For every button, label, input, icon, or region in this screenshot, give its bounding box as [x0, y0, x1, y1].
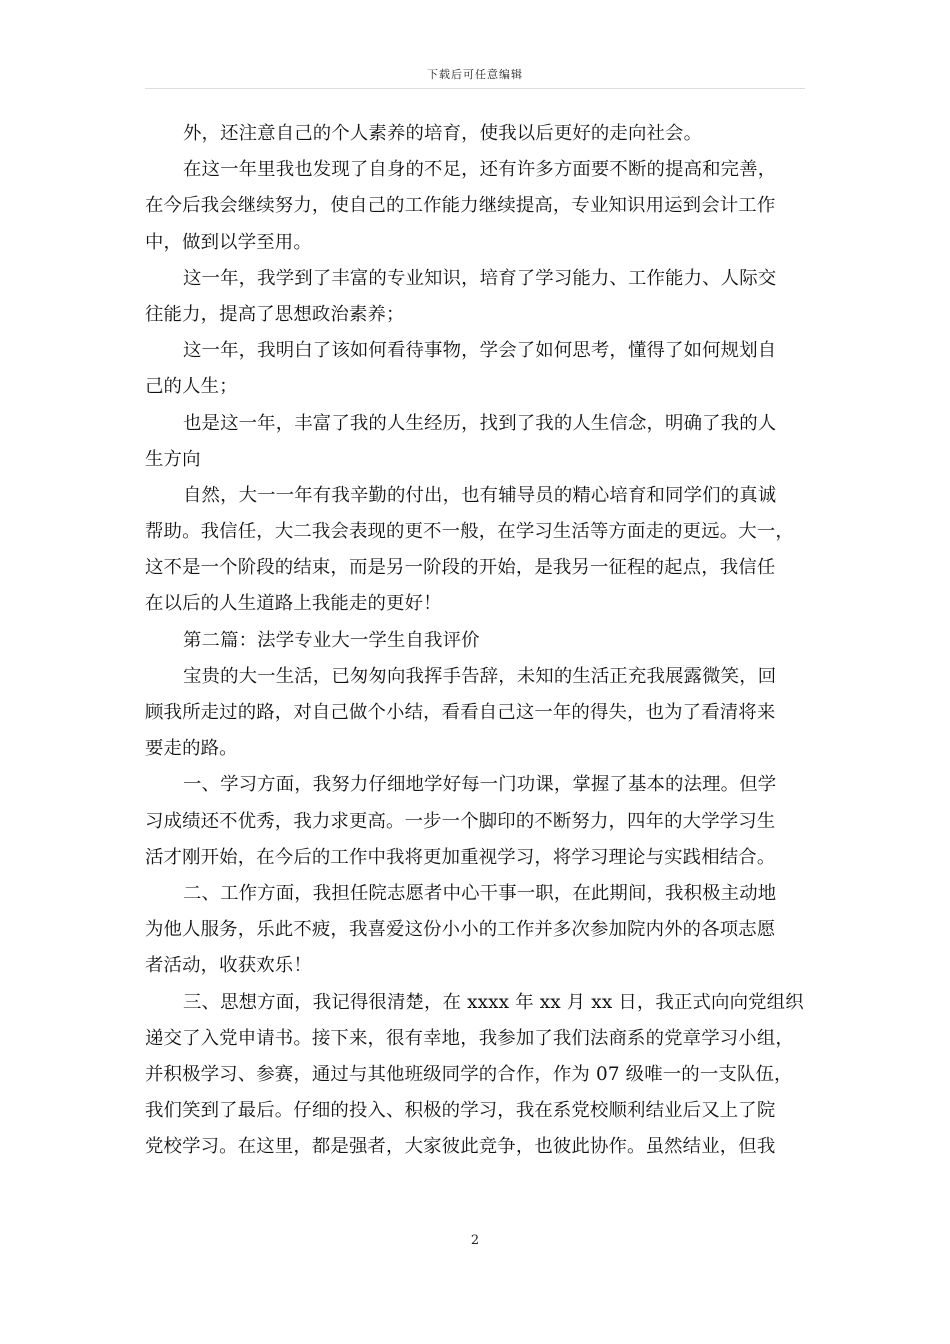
- text-line: 要走的路。: [145, 738, 238, 760]
- header-divider: [145, 88, 805, 89]
- text-line: 活才刚开始，在今后的工作中我将更加重视学习，将学习理论与实践相结合。: [145, 846, 776, 868]
- text-line: 三、思想方面，我记得很清楚，在 xxxx 年 xx 月 xx 日，我正式向向党组织: [183, 991, 804, 1013]
- text-line: 也是这一年，丰富了我的人生经历，找到了我的人生信念，明确了我的人: [183, 412, 777, 434]
- text-line: 在这一年里我也发现了自身的不足，还有许多方面要不断的提高和完善，: [183, 159, 777, 181]
- page-number: 2: [470, 1233, 480, 1248]
- text-line: 中，做到以学至用。: [145, 231, 312, 253]
- text-line: 外，还注意自己的个人素养的培育，使我以后更好的走向社会。: [183, 123, 703, 144]
- text-line: 者活动，收获欢乐！: [145, 955, 312, 977]
- text-line: 第二篇：法学专业大一学生自我评价: [183, 629, 480, 651]
- page-header: 下载后可任意编辑: [427, 68, 523, 81]
- text-line: 在以后的人生道路上我能走的更好！: [145, 593, 442, 615]
- text-line: 顾我所走过的路，对自己做个小结，看看自己这一年的得失，也为了看清将来: [145, 702, 776, 723]
- text-line: 为他人服务，乐此不疲，我喜爱这份小小的工作并多次参加院内外的各项志愿: [145, 919, 776, 941]
- text-line: 党校学习。在这里，都是强者，大家彼此竞争，也彼此协作。虽然结业，但我: [145, 1136, 776, 1158]
- text-line: 在今后我会继续努力，使自己的工作能力继续提高，专业知识用运到会计工作: [145, 195, 776, 217]
- text-line: 生方向: [145, 448, 201, 470]
- text-line: 自然，大一一年有我辛勤的付出，也有辅导员的精心培育和同学们的真诚: [183, 484, 777, 506]
- text-line: 习成绩还不优秀，我力求更高。一步一个脚印的不断努力，四年的大学学习生: [145, 810, 776, 832]
- text-line: 往能力，提高了思想政治素养；: [145, 303, 405, 325]
- text-line: 二、工作方面，我担任院志愿者中心干事一职，在此期间，我积极主动地: [183, 882, 777, 904]
- text-line: 一、学习方面，我努力仔细地学好每一门功课，掌握了基本的法理。但学: [183, 774, 777, 796]
- body-text: [145, 116, 805, 1165]
- text-line: 己的人生；: [145, 376, 238, 398]
- text-line: 这不是一个阶段的结束，而是另一阶段的开始，是我另一征程的起点，我信任: [145, 557, 776, 579]
- text-line: 并积极学习、参赛，通过与其他班级同学的合作，作为 07 级唯一的一支队伍，: [145, 1063, 793, 1085]
- text-line: 这一年，我明白了该如何看待事物，学会了如何思考，懂得了如何规划自: [183, 340, 777, 362]
- text-line: 递交了入党申请书。接下来，很有幸地，我参加了我们法商系的党章学习小组，: [145, 1027, 794, 1049]
- text-line: 这一年，我学到了丰富的专业知识，培育了学习能力、工作能力、人际交: [183, 267, 777, 289]
- text-line: 宝贵的大一生活，已匆匆向我挥手告辞，未知的生活正充我展露微笑，回: [183, 665, 777, 687]
- text-line: 我们笑到了最后。仔细的投入、积极的学习，我在系党校顺利结业后又上了院: [145, 1100, 776, 1122]
- text-line: 帮助。我信任，大二我会表现的更不一般，在学习生活等方面走的更远。大一，: [145, 521, 794, 543]
